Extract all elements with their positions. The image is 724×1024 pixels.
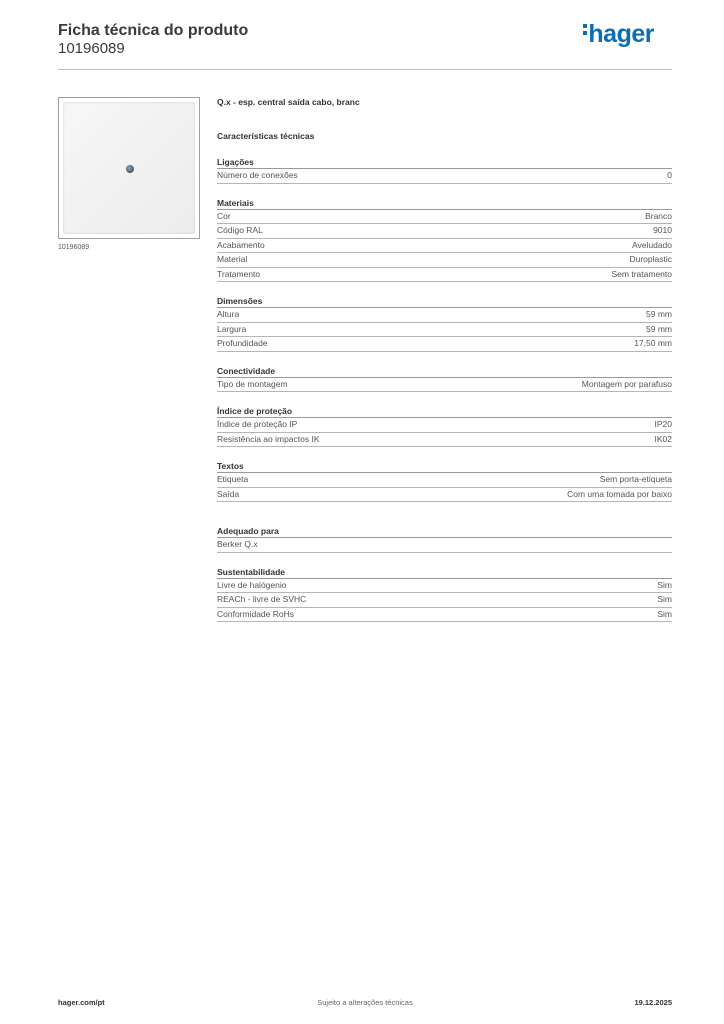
spec-section-textos <box>217 460 672 502</box>
spec-value: IP20 <box>654 419 672 429</box>
spec-row <box>217 538 672 553</box>
spec-label: Índice de proteção IP <box>217 419 298 429</box>
image-caption: 10196089 <box>58 244 90 251</box>
spec-label: Número de conexões <box>217 170 298 180</box>
spec-label: Material <box>217 254 248 264</box>
spec-row <box>217 608 672 623</box>
spec-row <box>217 488 672 503</box>
section-title: Dimensões <box>217 295 672 308</box>
spec-label: Código RAL <box>217 225 263 235</box>
spec-label: Largura <box>217 323 247 334</box>
spec-row <box>217 253 672 268</box>
spec-row <box>217 210 672 225</box>
logo-colon-icon <box>583 21 587 38</box>
cable-outlet-icon <box>126 165 134 173</box>
spec-content <box>217 96 672 622</box>
spec-row <box>217 433 672 448</box>
spec-value: 59 mm <box>646 323 672 334</box>
spec-value <box>664 538 672 552</box>
spec-value: Branco <box>645 210 672 221</box>
spec-label: Etiqueta <box>217 474 249 484</box>
product-number: 10196089 <box>58 40 125 57</box>
spec-value: Duroplastic <box>629 254 672 264</box>
spec-row <box>217 337 672 352</box>
spec-value: Sem tratamento <box>611 268 672 279</box>
spec-value: 9010 <box>653 225 672 235</box>
spec-row <box>217 323 672 338</box>
spec-label: Acabamento <box>217 239 265 250</box>
spec-label: Conformidade RoHs <box>217 608 295 619</box>
spec-row <box>217 418 672 433</box>
spec-value: 0 <box>667 170 672 180</box>
spec-row <box>217 593 672 608</box>
spec-value: 59 mm <box>646 309 672 319</box>
spec-label: Profundidade <box>217 338 268 348</box>
section-title: Sustentabilidade <box>217 566 672 579</box>
footer-note: Sujeito a alterações técnicas <box>317 998 413 1007</box>
spec-row <box>217 268 672 283</box>
spec-label: Altura <box>217 309 240 319</box>
spec-row <box>217 169 672 184</box>
spec-value: Sim <box>657 608 672 619</box>
section-title: Adequado para <box>217 525 672 538</box>
section-title: Materiais <box>217 197 672 210</box>
spec-row <box>217 579 672 594</box>
spec-value: 17,50 mm <box>634 338 672 348</box>
spec-label: Resistência ao impactos IK <box>217 433 320 444</box>
section-title: Ligações <box>217 156 672 169</box>
footer-date: 19.12.2025 <box>634 998 672 1007</box>
footer-website: hager.com/pt <box>58 998 105 1007</box>
spec-section-sustentabilidade <box>217 566 672 623</box>
spec-section-protecao <box>217 405 672 447</box>
page-header <box>58 20 672 70</box>
spec-row <box>217 473 672 488</box>
spec-label: Livre de halógenio <box>217 579 287 590</box>
hager-logo <box>583 20 654 49</box>
spec-row <box>217 224 672 239</box>
spec-value: Sim <box>657 594 672 604</box>
spec-section-ligacoes <box>217 156 672 184</box>
spec-label: Berker Q.x <box>217 539 258 549</box>
spec-section-dimensoes <box>217 295 672 352</box>
document-title: Ficha técnica do produto <box>58 22 249 39</box>
section-title: Índice de proteção <box>217 405 672 418</box>
spec-row <box>217 378 672 393</box>
spec-label: Tratamento <box>217 268 261 279</box>
spec-value: Sem porta-etiqueta <box>599 474 672 484</box>
spec-label: Tipo de montagem <box>217 378 288 389</box>
spec-label: Saída <box>217 488 240 499</box>
spec-row <box>217 239 672 254</box>
spec-value: Sim <box>657 579 672 590</box>
spec-value: IK02 <box>654 433 672 444</box>
spec-value: Montagem por parafuso <box>581 378 672 389</box>
section-title: Conectividade <box>217 365 672 378</box>
spec-label: REACh - livre de SVHC <box>217 594 307 604</box>
page-footer <box>58 998 672 1010</box>
product-name: Q.x - esp. central saída cabo, branc <box>217 97 360 107</box>
spec-section-materiais <box>217 197 672 283</box>
spec-value: Com uma tomada por baixo <box>567 488 672 499</box>
tech-heading: Características técnicas <box>217 131 315 141</box>
spec-row <box>217 308 672 323</box>
cover-plate-icon <box>63 102 195 234</box>
product-image <box>58 97 200 239</box>
logo-text: hager <box>588 20 654 48</box>
spec-label: Cor <box>217 210 231 221</box>
spec-value: Aveludado <box>631 239 672 250</box>
spec-section-conectividade <box>217 365 672 393</box>
section-title: Textos <box>217 460 672 473</box>
spec-section-adequado <box>217 525 672 553</box>
